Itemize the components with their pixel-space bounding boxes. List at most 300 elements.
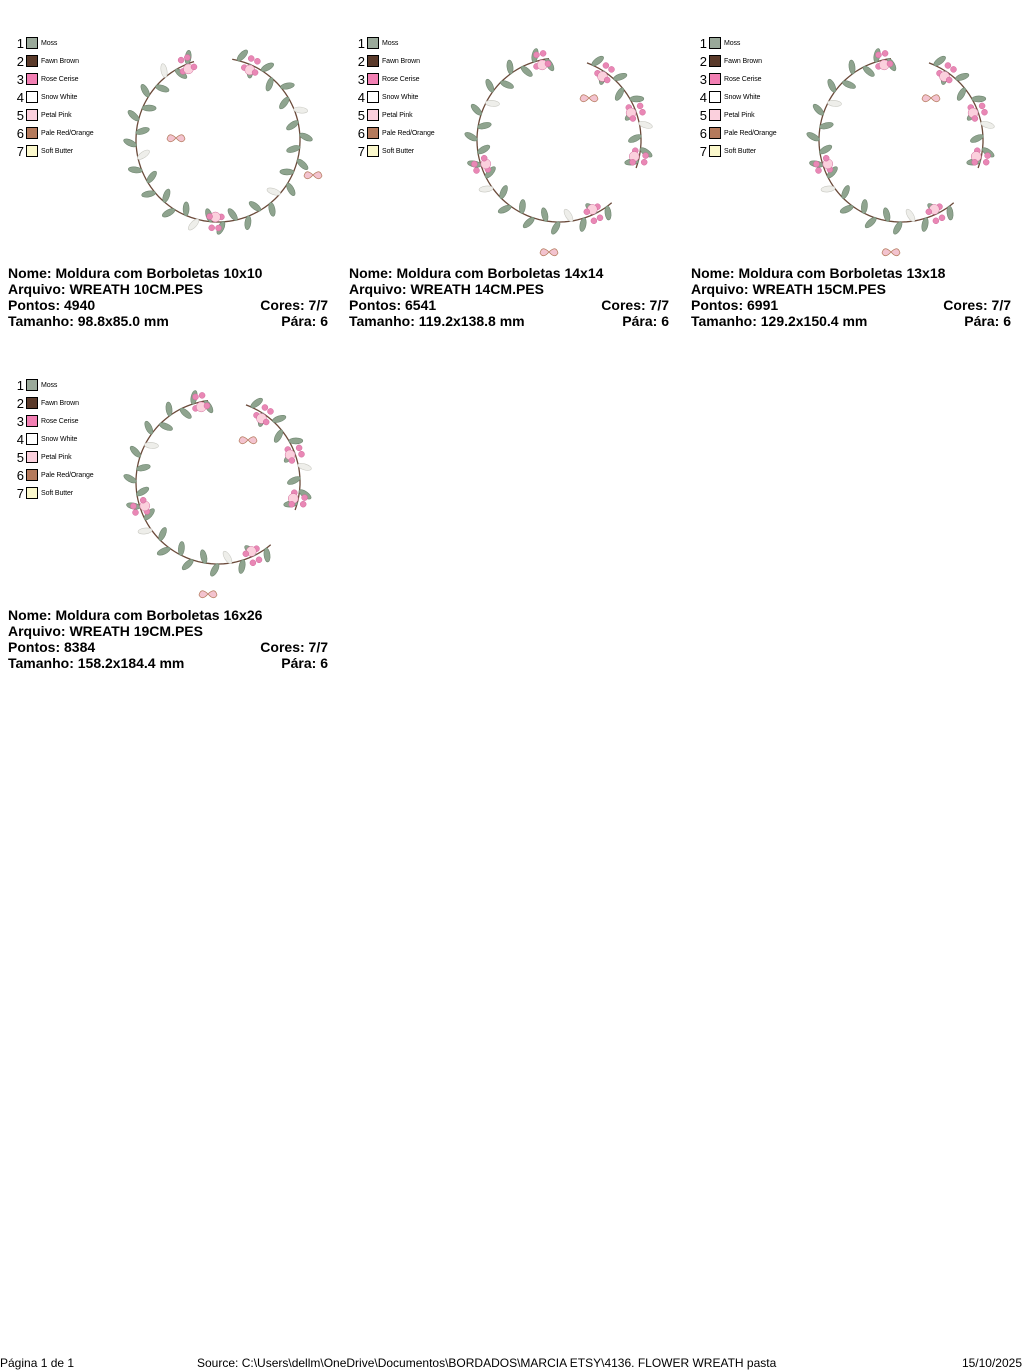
palette-color-name: Fawn Brown — [724, 57, 762, 65]
blossom-icon — [268, 408, 274, 414]
color-swatch — [26, 433, 38, 445]
stop-count: Pára: 6 — [964, 313, 1011, 329]
wreath-stem — [819, 59, 954, 222]
leaf-icon — [969, 133, 984, 144]
butterfly-icon — [239, 437, 257, 444]
palette-number: 5 — [699, 107, 707, 123]
color-swatch — [26, 37, 38, 49]
palette-number: 6 — [357, 125, 365, 141]
blossom-icon — [252, 70, 258, 76]
leaf-icon — [464, 131, 479, 143]
palette-number: 7 — [16, 485, 24, 501]
blossom-icon — [972, 116, 978, 122]
leaf-icon — [235, 48, 249, 62]
leaf-icon — [263, 548, 271, 563]
palette-entry — [355, 88, 435, 106]
palette-number: 3 — [16, 71, 24, 87]
leaf-icon — [613, 87, 625, 102]
leaf-icon — [178, 541, 185, 555]
palette-entry — [14, 412, 94, 430]
stop-count: Pára: 6 — [281, 655, 328, 671]
wreath-stem — [477, 59, 612, 222]
leaf-icon — [183, 202, 189, 216]
blossom-icon — [643, 153, 649, 159]
palette-color-name: Pale Red/Orange — [382, 129, 435, 137]
color-count: Cores: 7/7 — [943, 297, 1011, 313]
palette-color-name: Pale Red/Orange — [41, 471, 94, 479]
blossom-icon — [471, 161, 477, 167]
palette-number: 1 — [16, 35, 24, 51]
palette-number: 7 — [357, 143, 365, 159]
palette-entry — [697, 34, 777, 52]
color-palette — [355, 34, 435, 160]
butterfly-icon — [882, 249, 900, 256]
palette-entry — [14, 34, 94, 52]
blossom-icon — [637, 103, 643, 109]
palette-entry — [14, 142, 94, 160]
leaf-icon — [178, 406, 192, 420]
leaf-icon — [135, 485, 150, 497]
stitch-row — [8, 297, 328, 313]
color-swatch — [26, 109, 38, 121]
color-swatch — [26, 91, 38, 103]
color-count: Cores: 7/7 — [260, 297, 328, 313]
leaf-icon — [161, 188, 171, 203]
palette-color-name: Pale Red/Orange — [41, 129, 94, 137]
palette-color-name: Rose Cerise — [724, 75, 762, 83]
palette-entry — [697, 142, 777, 160]
source-path: Source: C:\Users\dellm\OneDrive\Documentos\BORDADOS\MARCIA ETSY\4136. FLOWER WREATH pasta — [197, 1356, 777, 1370]
blossom-icon — [545, 61, 551, 67]
color-swatch — [367, 37, 379, 49]
palette-number: 4 — [699, 89, 707, 105]
leaf-icon — [522, 216, 536, 230]
palette-color-name: Soft Butter — [382, 147, 414, 155]
design-size: Tamanho: 129.2x150.4 mm — [691, 313, 868, 329]
color-swatch — [709, 109, 721, 121]
palette-number: 3 — [16, 413, 24, 429]
page-footer — [0, 1354, 1024, 1370]
leaf-icon — [806, 131, 821, 143]
color-swatch — [26, 397, 38, 409]
leaf-icon — [841, 79, 856, 90]
blossom-icon — [300, 501, 306, 507]
palette-entry — [697, 52, 777, 70]
palette-number: 7 — [16, 143, 24, 159]
leaf-icon — [630, 96, 644, 102]
blossom-icon — [262, 405, 268, 411]
palette-entry — [697, 70, 777, 88]
design-name: Nome: Moldura com Borboletas 14x14 — [349, 265, 604, 281]
palette-number: 4 — [16, 89, 24, 105]
leaf-icon — [155, 83, 170, 93]
stitch-row — [8, 639, 328, 655]
leaf-icon — [156, 546, 171, 557]
palette-entry — [355, 124, 435, 142]
blossom-icon — [193, 394, 199, 400]
leaf-icon — [295, 157, 309, 171]
blossom-icon — [299, 451, 305, 457]
leaf-icon — [497, 204, 512, 215]
stitch-row — [691, 297, 1011, 313]
leaf-icon — [143, 420, 154, 435]
color-swatch — [709, 91, 721, 103]
palette-entry — [14, 70, 94, 88]
stitch-row — [349, 297, 669, 313]
butterfly-icon — [540, 249, 558, 256]
palette-entry — [355, 106, 435, 124]
palette-number: 6 — [699, 125, 707, 141]
palette-entry — [697, 106, 777, 124]
leaf-icon — [272, 414, 287, 424]
blossom-icon — [972, 159, 978, 165]
color-swatch — [26, 451, 38, 463]
blossom-icon — [939, 215, 945, 221]
color-swatch — [709, 127, 721, 139]
blossom-icon — [130, 503, 136, 509]
blossom-icon — [296, 445, 302, 451]
blossom-icon — [823, 155, 829, 161]
leaf-icon — [469, 103, 483, 117]
leaf-icon — [158, 421, 173, 432]
leaf-icon — [861, 64, 875, 78]
design-info — [8, 607, 328, 671]
color-swatch — [26, 145, 38, 157]
palette-number: 6 — [16, 467, 24, 483]
palette-color-name: Snow White — [382, 93, 419, 101]
blossom-icon — [609, 66, 615, 72]
butterfly-icon — [922, 95, 940, 102]
leaf-icon — [627, 133, 642, 144]
palette-color-name: Moss — [382, 39, 399, 47]
size-row — [349, 313, 669, 329]
color-swatch — [26, 379, 38, 391]
wreath-stem — [136, 59, 300, 222]
leaf-icon — [260, 61, 275, 73]
butterfly-icon — [580, 95, 598, 102]
color-swatch — [26, 127, 38, 139]
stitch-count: Pontos: 6541 — [349, 297, 437, 313]
leaf-icon — [266, 186, 281, 196]
leaf-icon — [955, 87, 967, 102]
blossom-icon — [982, 109, 988, 115]
blossom-icon — [876, 52, 882, 58]
color-swatch — [367, 109, 379, 121]
design-name: Nome: Moldura com Borboletas 16x26 — [8, 607, 263, 623]
leaf-icon — [289, 438, 303, 444]
palette-color-name: Moss — [724, 39, 741, 47]
palette-number: 2 — [16, 53, 24, 69]
leaf-icon — [848, 60, 856, 75]
blossom-icon — [882, 50, 888, 56]
leaf-icon — [485, 100, 499, 107]
design-info — [8, 265, 328, 329]
leaf-icon — [248, 200, 263, 213]
blossom-icon — [933, 218, 939, 224]
color-swatch — [367, 127, 379, 139]
design-card — [8, 362, 328, 682]
blossom-icon — [584, 209, 590, 215]
design-file: Arquivo: WREATH 10CM.PES — [8, 281, 203, 297]
leaf-icon — [506, 60, 514, 75]
palette-entry — [14, 52, 94, 70]
blossom-icon — [813, 161, 819, 167]
palette-number: 1 — [699, 35, 707, 51]
design-file: Arquivo: WREATH 15CM.PES — [691, 281, 886, 297]
blossom-icon — [540, 50, 546, 56]
color-count: Cores: 7/7 — [260, 639, 328, 655]
leaf-icon — [519, 199, 526, 213]
palette-entry — [14, 376, 94, 394]
palette-color-name: Soft Butter — [41, 489, 73, 497]
palette-entry — [14, 394, 94, 412]
leaf-icon — [821, 185, 836, 193]
leaf-icon — [892, 220, 904, 235]
leaf-icon — [145, 170, 158, 185]
blossom-icon — [199, 392, 205, 398]
blossom-icon — [630, 159, 636, 165]
color-swatch — [26, 415, 38, 427]
stop-count: Pára: 6 — [622, 313, 669, 329]
color-swatch — [26, 73, 38, 85]
leaf-icon — [955, 72, 970, 82]
leaf-icon — [136, 148, 151, 161]
blossom-icon — [603, 63, 609, 69]
palette-color-name: Fawn Brown — [382, 57, 420, 65]
blossom-icon — [979, 103, 985, 109]
leaf-icon — [209, 562, 221, 577]
palette-entry — [355, 70, 435, 88]
blossom-icon — [140, 497, 146, 503]
palette-color-name: Fawn Brown — [41, 399, 79, 407]
color-swatch — [709, 73, 721, 85]
blossom-icon — [946, 77, 952, 83]
design-size: Tamanho: 98.8x85.0 mm — [8, 313, 169, 329]
leaf-icon — [811, 103, 825, 117]
palette-color-name: Soft Butter — [724, 147, 756, 155]
blossom-icon — [289, 458, 295, 464]
blossom-icon — [474, 168, 480, 174]
blossom-icon — [985, 153, 991, 159]
leaf-icon — [272, 429, 284, 444]
leaf-icon — [142, 105, 156, 111]
leaf-icon — [161, 207, 176, 219]
palette-number: 3 — [357, 71, 365, 87]
leaf-icon — [484, 78, 495, 93]
leaf-icon — [864, 216, 878, 230]
palette-color-name: Soft Butter — [41, 147, 73, 155]
palette-number: 1 — [357, 35, 365, 51]
leaf-icon — [160, 63, 169, 78]
wreath-illustration — [118, 30, 328, 260]
size-row — [8, 655, 328, 671]
color-swatch — [367, 91, 379, 103]
stitch-count: Pontos: 8384 — [8, 639, 96, 655]
blossom-icon — [302, 495, 308, 501]
page-number: Página 1 de 1 — [0, 1356, 75, 1370]
blossom-icon — [983, 159, 989, 165]
blossom-icon — [534, 52, 540, 58]
blossom-icon — [133, 510, 139, 516]
palette-entry — [14, 448, 94, 466]
palette-number: 5 — [16, 449, 24, 465]
color-swatch — [709, 55, 721, 67]
leaf-icon — [550, 220, 562, 235]
palette-color-name: Rose Cerise — [41, 75, 79, 83]
leaf-icon — [972, 96, 986, 102]
leaf-icon — [476, 143, 491, 155]
color-swatch — [367, 55, 379, 67]
leaf-icon — [123, 473, 138, 485]
butterfly-icon — [167, 135, 185, 142]
color-palette — [14, 376, 94, 502]
palette-number: 2 — [357, 53, 365, 69]
butterfly-icon — [304, 172, 322, 179]
leaf-icon — [499, 79, 514, 90]
color-swatch — [26, 469, 38, 481]
wreath-stem — [136, 401, 271, 564]
blossom-icon — [254, 58, 260, 64]
design-name: Nome: Moldura com Borboletas 13x18 — [691, 265, 946, 281]
design-card — [349, 20, 669, 340]
leaf-icon — [187, 217, 201, 231]
stitch-count: Pontos: 6991 — [691, 297, 779, 313]
leaf-icon — [141, 190, 156, 199]
design-file: Arquivo: WREATH 14CM.PES — [349, 281, 544, 297]
leaf-icon — [226, 207, 239, 222]
blossom-icon — [250, 560, 256, 566]
wreath-illustration — [801, 30, 1011, 260]
leaf-icon — [285, 119, 300, 132]
palette-entry — [14, 88, 94, 106]
size-row — [691, 313, 1011, 329]
color-swatch — [709, 37, 721, 49]
palette-color-name: Pale Red/Orange — [724, 129, 777, 137]
palette-color-name: Rose Cerise — [382, 75, 420, 83]
blossom-icon — [604, 77, 610, 83]
color-swatch — [709, 145, 721, 157]
leaf-icon — [285, 182, 297, 197]
design-info — [349, 265, 669, 329]
palette-number: 2 — [16, 395, 24, 411]
color-swatch — [26, 55, 38, 67]
wreath-illustration — [459, 30, 669, 260]
blossom-icon — [289, 501, 295, 507]
palette-entry — [14, 466, 94, 484]
leaf-icon — [861, 199, 868, 213]
leaf-icon — [613, 72, 628, 82]
blossom-icon — [256, 557, 262, 563]
palette-color-name: Petal Pink — [382, 111, 413, 119]
palette-entry — [355, 34, 435, 52]
palette-number: 6 — [16, 125, 24, 141]
palette-entry — [14, 430, 94, 448]
palette-color-name: Fawn Brown — [41, 57, 79, 65]
print-date: 15/10/2025 — [961, 1356, 1022, 1370]
blossom-icon — [951, 66, 957, 72]
design-name: Nome: Moldura com Borboletas 10x10 — [8, 265, 263, 281]
blossom-icon — [481, 155, 487, 161]
palette-number: 2 — [699, 53, 707, 69]
palette-color-name: Moss — [41, 381, 58, 389]
palette-color-name: Snow White — [724, 93, 761, 101]
design-info — [691, 265, 1011, 329]
palette-number: 4 — [357, 89, 365, 105]
leaf-icon — [181, 558, 195, 572]
color-swatch — [367, 145, 379, 157]
wreath-illustration — [118, 372, 328, 602]
leaf-icon — [144, 442, 158, 449]
leaf-icon — [604, 206, 612, 221]
palette-entry — [14, 484, 94, 502]
palette-number: 5 — [16, 107, 24, 123]
blossom-icon — [816, 168, 822, 174]
stop-count: Pára: 6 — [281, 313, 328, 329]
blossom-icon — [263, 419, 269, 425]
blossom-icon — [191, 64, 197, 70]
palette-number: 5 — [357, 107, 365, 123]
palette-color-name: Petal Pink — [41, 111, 72, 119]
palette-entry — [14, 124, 94, 142]
palette-entry — [355, 142, 435, 160]
leaf-icon — [221, 550, 233, 565]
blossom-icon — [248, 56, 254, 62]
palette-entry — [14, 106, 94, 124]
blossom-icon — [640, 109, 646, 115]
leaf-icon — [826, 78, 837, 93]
palette-color-name: Snow White — [41, 93, 78, 101]
palette-color-name: Moss — [41, 39, 58, 47]
blossom-icon — [926, 209, 932, 215]
leaf-icon — [157, 526, 168, 541]
color-swatch — [26, 487, 38, 499]
leaf-icon — [138, 527, 153, 535]
palette-color-name: Petal Pink — [724, 111, 755, 119]
leaf-icon — [139, 83, 151, 98]
leaf-icon — [562, 208, 574, 223]
leaf-icon — [479, 185, 494, 193]
blossom-icon — [184, 55, 190, 61]
leaf-icon — [946, 206, 954, 221]
palette-number: 4 — [16, 431, 24, 447]
blossom-icon — [178, 57, 184, 63]
leaf-icon — [286, 475, 301, 486]
size-row — [8, 313, 328, 329]
leaf-icon — [268, 202, 277, 217]
leaf-icon — [904, 208, 916, 223]
blossom-icon — [945, 63, 951, 69]
design-card — [8, 20, 328, 340]
leaf-icon — [264, 77, 274, 92]
palette-entry — [355, 52, 435, 70]
butterfly-icon — [199, 591, 217, 598]
leaf-icon — [840, 184, 851, 199]
palette-entry — [697, 124, 777, 142]
blossom-icon — [204, 403, 210, 409]
stitch-count: Pontos: 4940 — [8, 297, 96, 313]
leaf-icon — [280, 82, 295, 91]
blossom-icon — [630, 116, 636, 122]
leaf-icon — [165, 402, 173, 417]
design-card — [691, 20, 1011, 340]
color-palette — [14, 34, 94, 160]
design-file: Arquivo: WREATH 19CM.PES — [8, 623, 203, 639]
leaf-icon — [280, 169, 294, 175]
blossom-icon — [243, 551, 249, 557]
design-size: Tamanho: 158.2x184.4 mm — [8, 655, 185, 671]
leaf-icon — [498, 184, 509, 199]
color-swatch — [367, 73, 379, 85]
